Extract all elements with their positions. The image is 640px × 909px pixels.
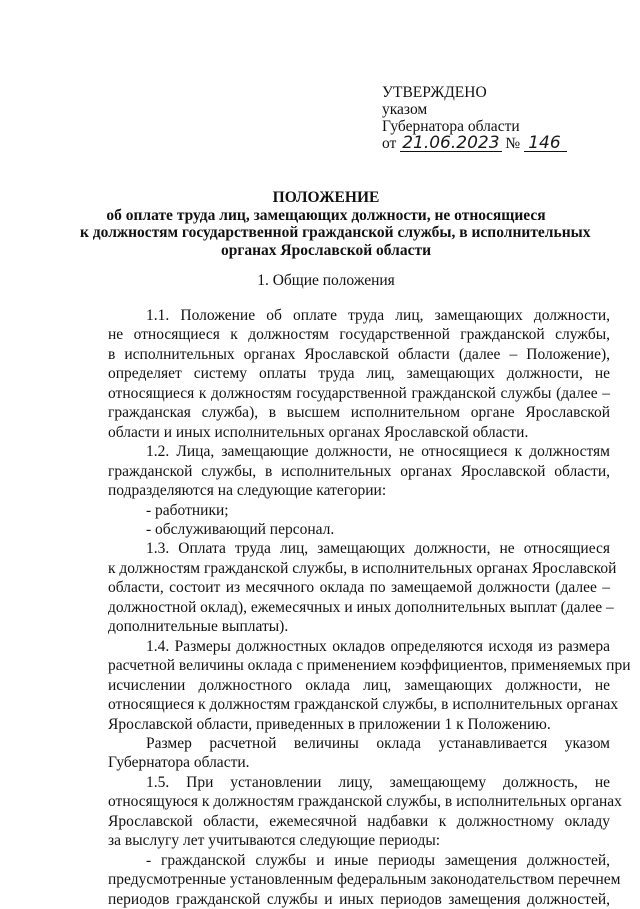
- title-line: об оплате труда лиц, замещающих должности, не относящиеся: [106, 206, 546, 224]
- title-line: к должностям государственной гражданской службы, в исполнительных: [80, 224, 591, 241]
- text-line: дополнительные выплаты).: [108, 618, 289, 636]
- list-item: - обслуживающий персонал.: [146, 520, 335, 538]
- number-prefix: №: [505, 135, 521, 152]
- text-line: в исполнительных органах Ярославской области (далее – Положение),: [108, 345, 610, 363]
- text-line: расчетной величины оклада с применением коэффициентов, применяемых при: [108, 657, 631, 675]
- section-heading: 1. Общие положения: [257, 272, 395, 289]
- text-line: 1.4. Размеры должностных окладов определяются исходя из размера: [146, 637, 610, 655]
- approval-stamp: [382, 84, 567, 152]
- text-line: Губернатора области.: [108, 754, 250, 772]
- handwritten-number: 146: [524, 135, 566, 152]
- title-line: органах Ярославской области: [220, 241, 432, 259]
- text-line: 1.1. Положение об оплате труда лиц, замещающих должности,: [146, 307, 610, 324]
- text-line: области, состоит из месячного оклада по замещаемой должности (далее –: [108, 579, 610, 597]
- text-line: гражданской службы, в исполнительных органах Ярославской области,: [108, 462, 610, 480]
- text-line: 1.5. При установлении лицу, замещающему должность, не: [146, 773, 610, 791]
- document-title: [80, 189, 591, 259]
- text-line: Размер расчетной величины оклада устанавливается указом: [146, 734, 610, 752]
- text-line: исчислении должностного оклада лиц, замещающих должности, не: [108, 676, 610, 694]
- date-prefix: от: [382, 135, 397, 152]
- text-line: относящуюся к должностям гражданской службы, в исполнительных органах: [108, 793, 622, 811]
- text-line: Ярославской области, ежемесячной надбавки к должностному окладу: [108, 812, 610, 830]
- text-line: к должностям гражданской службы, в исполнительных органах Ярославской: [108, 559, 617, 577]
- text-line: предусмотренные установленным федеральным законодательством перечнем: [108, 871, 621, 889]
- text-line: за выслугу лет учитываются следующие периоды:: [108, 832, 441, 850]
- document-body: [108, 306, 631, 909]
- text-line: Ярославской области, приведенных в приложении 1 к Положению.: [108, 715, 551, 733]
- approved-label: УТВЕРЖДЕНО: [382, 84, 487, 101]
- text-line: 1.3. Оплата труда лиц, замещающих должности, не относящиеся: [146, 540, 610, 558]
- text-line: подразделяются на следующие категории:: [108, 482, 387, 500]
- title-line: ПОЛОЖЕНИЕ: [272, 189, 380, 206]
- handwritten-date: 21.06.2023: [402, 133, 500, 153]
- text-line: 1.2. Лица, замещающие должности, не относящиеся к должностям: [146, 443, 610, 461]
- text-line: относящиеся к должностям государственной гражданской службы (далее –: [108, 384, 610, 402]
- decree-label: указом: [382, 101, 428, 118]
- list-item: - работники;: [146, 501, 229, 519]
- text-line: должностной оклад), ежемесячных и иных дополнительных выплат (далее –: [108, 598, 614, 616]
- text-line: не относящиеся к должностям государственной гражданской службы,: [108, 326, 610, 344]
- text-line: гражданская служба), в высшем исполнительном органе Ярославской: [108, 404, 610, 422]
- text-line: периодов гражданской службы и иных периодов замещения должностей,: [108, 890, 610, 908]
- governor-label: Губернатора области: [382, 118, 520, 135]
- text-line: определяет систему оплаты труда лиц, замещающих должности, не: [108, 365, 610, 383]
- text-line: области и иных исполнительных органах Ярославской области.: [108, 423, 529, 441]
- date-line: [382, 135, 567, 152]
- text-line: относящиеся к должностям гражданской службы, в исполнительных органах: [108, 696, 619, 714]
- list-item: - гражданской службы и иные периоды замещения должностей,: [146, 851, 610, 869]
